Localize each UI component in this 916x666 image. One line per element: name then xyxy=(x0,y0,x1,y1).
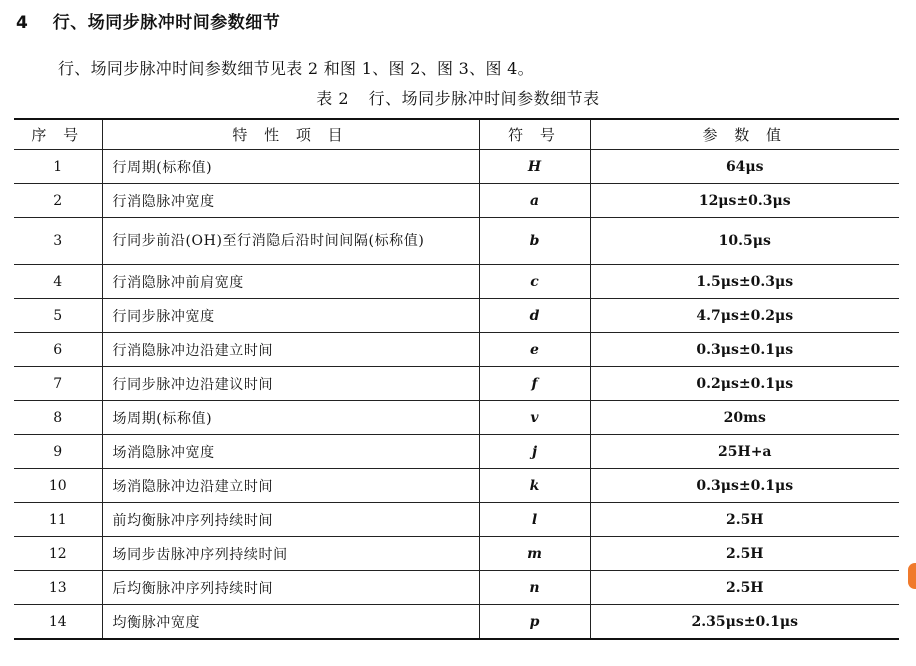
parameter-table xyxy=(14,118,899,640)
row-value-cell: 0.2μs±0.1μs xyxy=(590,367,899,401)
row-number-cell: 8 xyxy=(14,401,102,435)
row-symbol-cell: m xyxy=(479,537,590,571)
table-row xyxy=(14,571,899,605)
row-item-cell: 场同步齿脉冲序列持续时间 xyxy=(102,537,479,571)
row-value-cell: 1.5μs±0.3μs xyxy=(590,265,899,299)
row-number-cell: 11 xyxy=(14,503,102,537)
intro-paragraph: 行、场同步脉冲时间参数细节见表 2 和图 1、图 2、图 3、图 4。 xyxy=(58,59,534,78)
section-title: 行、场同步脉冲时间参数细节 xyxy=(52,13,281,33)
table-caption-label: 表 2 xyxy=(316,89,350,108)
row-value-cell: 12μs±0.3μs xyxy=(590,184,899,218)
row-item-cell: 后均衡脉冲序列持续时间 xyxy=(102,571,479,605)
table-row xyxy=(14,469,899,503)
row-value-cell: 20ms xyxy=(590,401,899,435)
table-header-row xyxy=(14,119,899,150)
row-number-cell: 7 xyxy=(14,367,102,401)
row-symbol-cell: k xyxy=(479,469,590,503)
row-symbol-cell: e xyxy=(479,333,590,367)
header-item: 特 性 项 目 xyxy=(102,119,479,150)
row-value-cell: 2.5H xyxy=(590,503,899,537)
row-value-cell: 0.3μs±0.1μs xyxy=(590,333,899,367)
row-value-cell: 64μs xyxy=(590,150,899,184)
header-no: 序 号 xyxy=(14,119,102,150)
row-number-cell: 10 xyxy=(14,469,102,503)
section-number: 4 xyxy=(16,13,29,33)
row-item-cell: 行周期(标称值) xyxy=(102,150,479,184)
row-number-cell: 9 xyxy=(14,435,102,469)
table-row xyxy=(14,435,899,469)
row-item-cell: 均衡脉冲宽度 xyxy=(102,605,479,640)
section-heading xyxy=(16,8,280,33)
row-value-cell: 10.5μs xyxy=(590,218,899,265)
row-number-cell: 5 xyxy=(14,299,102,333)
table-caption-title: 行、场同步脉冲时间参数细节表 xyxy=(368,89,600,108)
row-symbol-cell: a xyxy=(479,184,590,218)
table-caption xyxy=(0,86,916,109)
row-item-cell: 行同步脉冲宽度 xyxy=(102,299,479,333)
table-body xyxy=(14,150,899,640)
table-row xyxy=(14,184,899,218)
row-value-cell: 2.5H xyxy=(590,537,899,571)
row-item-cell: 前均衡脉冲序列持续时间 xyxy=(102,503,479,537)
row-item-cell: 行同步脉冲边沿建议时间 xyxy=(102,367,479,401)
row-symbol-cell: n xyxy=(479,571,590,605)
row-value-cell: 2.35μs±0.1μs xyxy=(590,605,899,640)
row-number-cell: 3 xyxy=(14,218,102,265)
row-item-cell: 行消隐脉冲前肩宽度 xyxy=(102,265,479,299)
row-number-cell: 4 xyxy=(14,265,102,299)
table-row xyxy=(14,299,899,333)
edge-tab-marker xyxy=(908,563,916,589)
header-symbol: 符 号 xyxy=(479,119,590,150)
table-row xyxy=(14,150,899,184)
row-item-cell: 场周期(标称值) xyxy=(102,401,479,435)
row-number-cell: 12 xyxy=(14,537,102,571)
row-symbol-cell: c xyxy=(479,265,590,299)
table-row xyxy=(14,401,899,435)
row-symbol-cell: j xyxy=(479,435,590,469)
row-number-cell: 13 xyxy=(14,571,102,605)
row-symbol-cell: b xyxy=(479,218,590,265)
row-value-cell: 4.7μs±0.2μs xyxy=(590,299,899,333)
table-row xyxy=(14,218,899,265)
row-symbol-cell: H xyxy=(479,150,590,184)
header-value: 参 数 值 xyxy=(590,119,899,150)
row-symbol-cell: v xyxy=(479,401,590,435)
row-symbol-cell: d xyxy=(479,299,590,333)
row-item-cell: 行同步前沿(OH)至行消隐后沿时间间隔(标称值) xyxy=(102,218,479,265)
row-item-cell: 场消隐脉冲边沿建立时间 xyxy=(102,469,479,503)
table-row xyxy=(14,333,899,367)
row-symbol-cell: l xyxy=(479,503,590,537)
row-symbol-cell: f xyxy=(479,367,590,401)
table-row xyxy=(14,265,899,299)
row-number-cell: 2 xyxy=(14,184,102,218)
table-row xyxy=(14,503,899,537)
row-value-cell: 0.3μs±0.1μs xyxy=(590,469,899,503)
table-row xyxy=(14,605,899,640)
table-row xyxy=(14,367,899,401)
row-value-cell: 25H+a xyxy=(590,435,899,469)
row-value-cell: 2.5H xyxy=(590,571,899,605)
row-number-cell: 1 xyxy=(14,150,102,184)
row-item-cell: 场消隐脉冲宽度 xyxy=(102,435,479,469)
table-row xyxy=(14,537,899,571)
row-item-cell: 行消隐脉冲边沿建立时间 xyxy=(102,333,479,367)
row-symbol-cell: p xyxy=(479,605,590,640)
row-number-cell: 14 xyxy=(14,605,102,640)
row-number-cell: 6 xyxy=(14,333,102,367)
row-item-cell: 行消隐脉冲宽度 xyxy=(102,184,479,218)
